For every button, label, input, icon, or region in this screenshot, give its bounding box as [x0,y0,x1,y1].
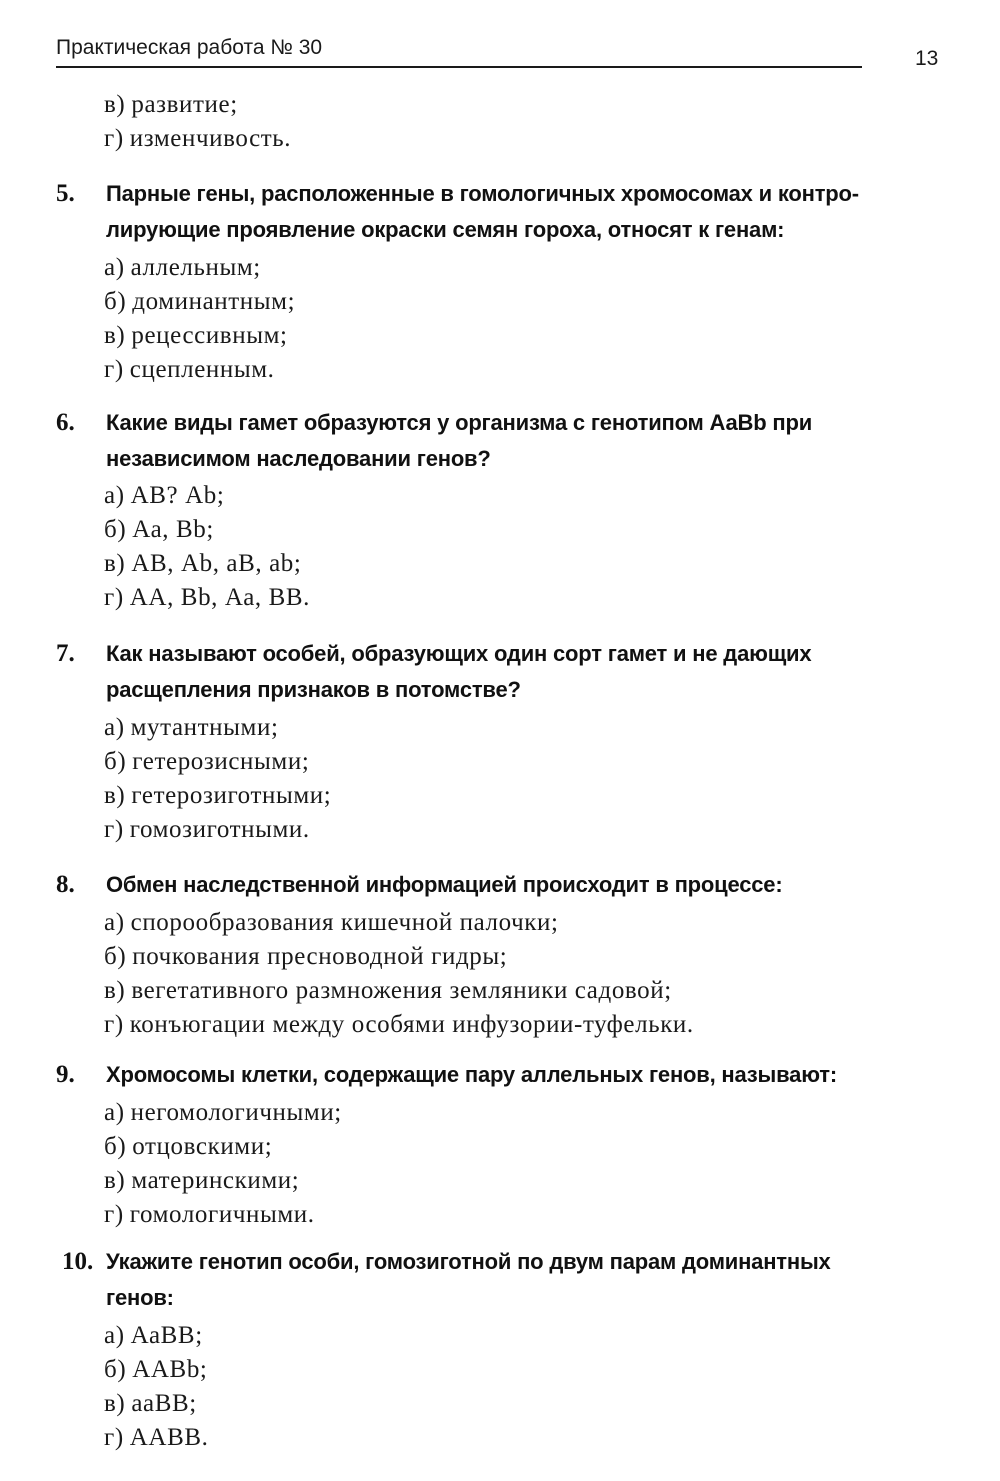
answer-option [104,549,301,579]
option-text: почкования пресноводной гидры; [132,943,508,970]
answer-option [104,942,507,972]
question-number: 8. [56,871,75,898]
answer-option [104,815,310,845]
option-text: отцовскими; [132,1133,273,1160]
answer-option [104,253,261,283]
option-text: ААВВ. [129,1424,209,1451]
question-text-line: Укажите генотип особи, гомозиготной по двум парам доминантных [106,1249,831,1274]
option-text: гомозиготными. [129,816,310,843]
option-text: доминантным; [132,288,296,315]
option-label: г) [104,1201,124,1228]
option-text: гомологичными. [129,1201,315,1228]
answer-option [104,321,288,351]
option-label: г) [104,125,124,152]
answer-option [104,713,279,743]
answer-option [104,1355,207,1385]
option-label: в) [104,782,126,809]
option-label: а) [104,909,125,936]
option-label: в) [104,91,126,118]
answer-option [104,908,559,938]
option-label: а) [104,482,125,509]
question-text [106,1057,936,1093]
option-label: г) [104,584,124,611]
option-label: б) [104,1356,127,1383]
answer-option [104,481,224,511]
question-text-line: расщепления признаков в потомстве? [106,677,521,702]
answer-option [104,1098,342,1128]
question-text [106,405,936,477]
option-text: АВ? Аb; [130,482,225,509]
question-text-line: Какие виды гамет образуются у организма с генотипом АаВb при [106,410,813,435]
option-label: г) [104,1011,124,1038]
option-text: гетерозиготными; [131,782,332,809]
question-text-line: Парные гены, расположенные в гомологичных хромосомах и контро- [106,181,859,206]
option-text: аллельным; [130,254,261,281]
option-text: гетерозисными; [132,748,310,775]
option-label: а) [104,714,125,741]
question-number: 9. [56,1061,75,1088]
option-text: материнскими; [131,1167,300,1194]
option-label: в) [104,1390,126,1417]
option-text: развитие; [131,91,238,118]
question-text-line: Обмен наследственной информацией происходит в процессе: [106,872,783,897]
option-label: в) [104,550,126,577]
option-text: Аа, Bb; [132,516,214,543]
answer-option [104,1132,272,1162]
question-number: 7. [56,640,75,667]
answer-option [104,1423,209,1453]
option-text: изменчивость. [129,125,292,152]
option-label: а) [104,1099,125,1126]
option-label: г) [104,1424,124,1451]
question-text [106,1244,936,1316]
question-text [106,636,936,708]
answer-option [104,1200,315,1230]
option-text: рецессивным; [131,322,288,349]
header-divider [56,66,862,68]
question-text-line: лирующие проявление окраски семян гороха, относят к генам: [106,217,785,242]
option-label: б) [104,1133,127,1160]
answer-option [104,1010,694,1040]
option-label: б) [104,288,127,315]
option-text: сцепленным. [129,356,275,383]
question-text-line: Как называют особей, образующих один сорт гамет и не дающих [106,641,812,666]
option-label: в) [104,1167,126,1194]
option-label: в) [104,322,126,349]
answer-option [104,90,238,120]
option-label: в) [104,977,126,1004]
option-text: мутантными; [130,714,279,741]
answer-option [104,583,310,613]
answer-option [104,976,672,1006]
answer-option [104,287,295,317]
option-label: г) [104,816,124,843]
page-number: 13 [915,47,939,70]
option-text: ааВВ; [131,1390,197,1417]
option-text: АВ, Аb, аВ, ab; [131,550,302,577]
answer-option [104,781,331,811]
option-label: б) [104,943,127,970]
option-label: б) [104,748,127,775]
option-label: б) [104,516,127,543]
option-label: а) [104,1322,125,1349]
header-title: Практическая работа № 30 [56,36,323,59]
option-text: негомологичными; [130,1099,342,1126]
answer-option [104,515,214,545]
option-label: а) [104,254,125,281]
answer-option [104,1321,203,1351]
answer-option [104,355,275,385]
option-text: АаВВ; [130,1322,203,1349]
option-text: конъюгации между особями инфузории-туфельки. [129,1011,694,1038]
option-text: ААВb; [132,1356,208,1383]
question-text [106,176,936,248]
answer-option [104,124,291,154]
option-text: вегетативного размножения земляники садовой; [131,977,672,1004]
answer-option [104,1389,197,1419]
question-number: 10. [62,1248,94,1275]
option-label: г) [104,356,124,383]
option-text: спорообразования кишечной палочки; [130,909,559,936]
question-number: 6. [56,409,75,436]
answer-option [104,1166,299,1196]
option-text: АА, Bb, Аа, ВВ. [129,584,310,611]
answer-option [104,747,309,777]
question-text-line: независимом наследовании генов? [106,446,491,471]
question-number: 5. [56,180,75,207]
question-text [106,867,936,903]
question-text-line: Хромосомы клетки, содержащие пару аллельных генов, называют: [106,1062,837,1087]
question-text-line: генов: [106,1285,174,1310]
